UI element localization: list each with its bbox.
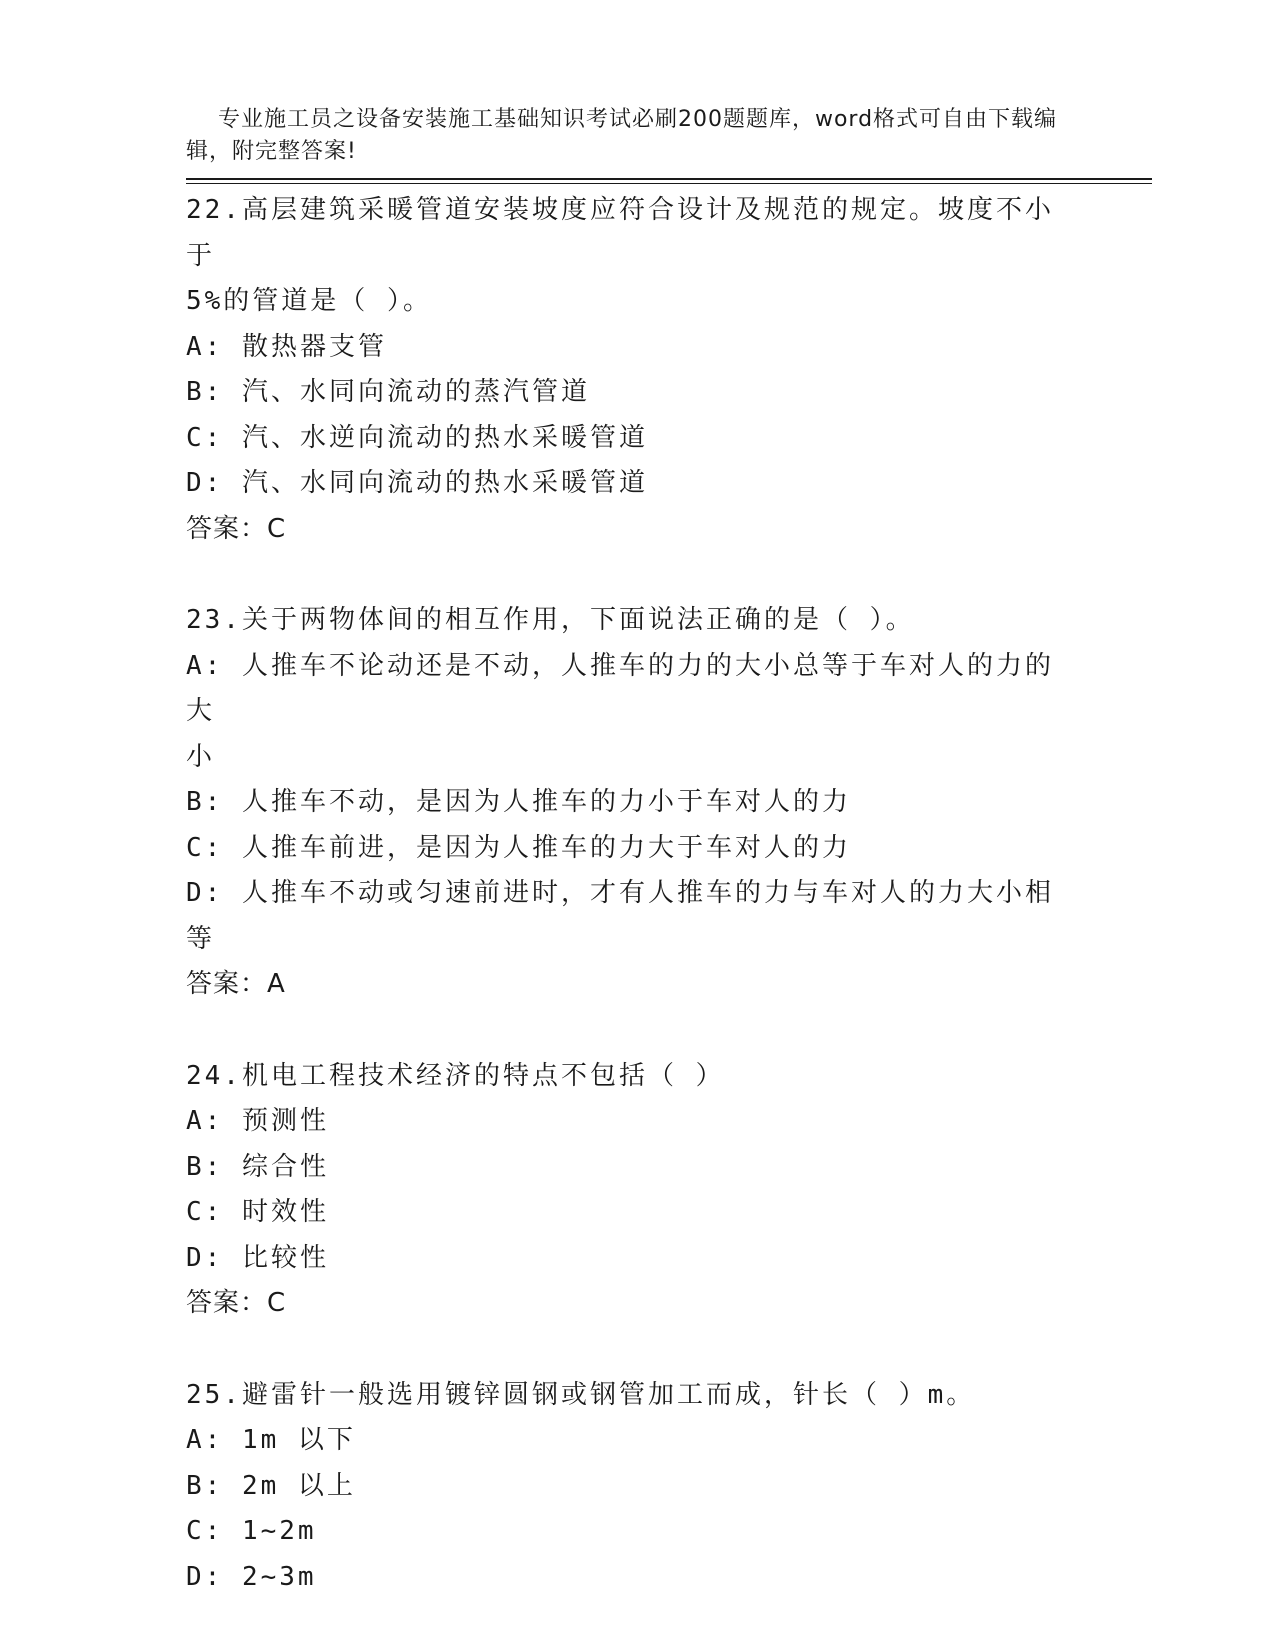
header-divider-thin	[186, 183, 1152, 184]
option-d: D: 人推车不动或匀速前进时，才有人推车的力与车对人的力大小相等	[186, 878, 1054, 954]
question-stem-line: 25.避雷针一般选用镀锌圆钢或钢管加工而成，针长（ ）m。	[186, 1379, 976, 1410]
question-22	[186, 188, 1066, 552]
document-header	[186, 72, 1066, 200]
question-25	[186, 1373, 1066, 1601]
option-c: C: 人推车前进，是因为人推车的力大于车对人的力	[186, 832, 851, 863]
option-a: A: 散热器支管	[186, 331, 387, 362]
option-b: B: 汽、水同向流动的蒸汽管道	[186, 377, 590, 407]
option-d: D: 2~3m	[186, 1561, 317, 1592]
answer-line: 答案：C	[186, 513, 287, 544]
option-a: A: 1m 以下	[186, 1425, 356, 1455]
question-stem-line: 24.机电工程技术经济的特点不包括（ ）	[186, 1060, 725, 1091]
answer-line: 答案：A	[186, 969, 286, 999]
answer-line: 答案：C	[186, 1288, 287, 1318]
question-stem-line: 5%的管道是（ ）。	[186, 286, 432, 316]
question-24	[186, 1054, 1066, 1327]
option-b: B: 综合性	[186, 1151, 329, 1182]
option-d: D: 比较性	[186, 1242, 329, 1273]
question-list	[186, 188, 1066, 1646]
header-divider-thick	[186, 178, 1152, 180]
option-b: B: 2m 以上	[186, 1470, 356, 1501]
option-d: D: 汽、水同向流动的热水采暖管道	[186, 468, 648, 498]
option-c: C: 时效性	[186, 1197, 329, 1227]
option-a: A: 预测性	[186, 1106, 329, 1136]
question-23	[186, 598, 1066, 1008]
header-title: 专业施工员之设备安装施工基础知识考试必刷200题题库，word格式可自由下载编辑，附完整答案!	[186, 107, 1058, 164]
option-a: A: 人推车不论动还是不动，人推车的力的大小总等于车对人的力的大	[186, 650, 1054, 726]
question-stem-line: 23.关于两物体间的相互作用，下面说法正确的是（ ）。	[186, 605, 915, 635]
option-b: B: 人推车不动，是因为人推车的力小于车对人的力	[186, 787, 851, 817]
question-stem-line: 22.高层建筑采暖管道安装坡度应符合设计及规范的规定。坡度不小于	[186, 195, 1054, 271]
option-a-continuation: 小	[186, 741, 216, 772]
option-c: C: 1~2m	[186, 1516, 317, 1546]
option-c: C: 汽、水逆向流动的热水采暖管道	[186, 422, 648, 453]
